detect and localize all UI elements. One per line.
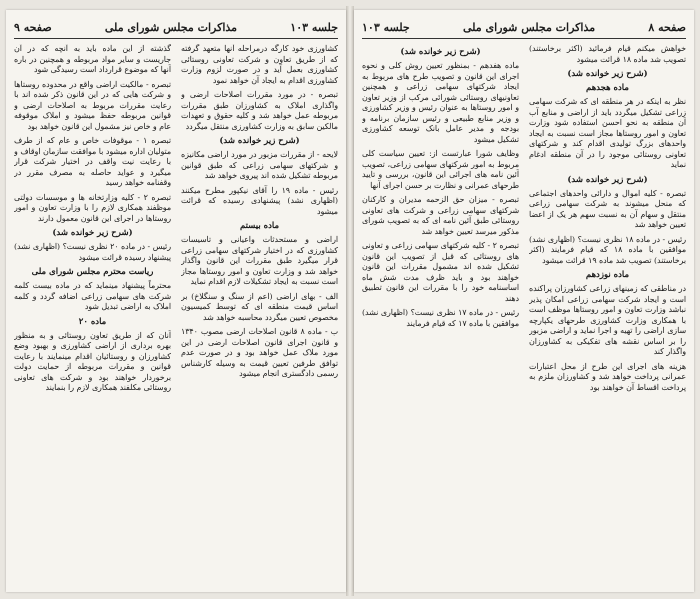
paragraph: خواهش میکنم قیام فرمائید (اکثر برخاستند) تصویب شد ماده ۱۸ قرائت میشود [529,44,686,64]
paragraph: تبصره ۱ - موقوفات خاص و عام که از طرف متولیان اداره میشود با موافقت سازمان اوقاف و با رعایت نیت واقف در اختیار شرکت قرار میگیرد و عواید حاصله به مصرف مقرر در وقفنامه خواهد رسید [14,136,171,187]
paragraph: تبصره - در مورد مقررات اصلاحات ارضی و واگذاری املاک به کشاورزان طبق مقررات مربوطه عمل خواهد شد و کلیه حقوق و تعهدات مالکین سابق به وزارت کشاورزی منتقل میگردد [181,90,338,131]
paragraph: گذشته از این ماده باید به آنچه که در آن جاریست و سایر مواد مربوطه و همچنین در باره آنها که موضوع قرارداد است رسیدگی شود [14,44,171,74]
section-heading: (شرح زیر خوانده شد) [219,136,300,146]
right-page-column-2 [362,44,519,584]
left-page-column-2 [14,44,171,584]
right-page-number: صفحه ۸ [648,20,686,34]
paragraph: رئیس - در ماده ۱۸ نظری نیست؟ (اظهاری نشد) موافقین با ماده ۱۸ که قیام فرمایند (اکثر برخاستند) تصویب شد ماده ۱۹ قرائت میشود [529,234,686,265]
left-page-number: صفحه ۹ [14,20,52,34]
left-page-session: جلسه ۱۰۳ [290,20,338,34]
paragraph: وظایف شورا عبارتست از: تعیین سیاست کلی مربوط به امور شرکتهای سهامی زراعی، تصویب آئین نامه های اجرائی این قانون، بررسی و تایید طرحهای عمرانی و نظارت بر حسن اجرای آنها [362,149,519,190]
section-heading: ماده هجدهم [586,83,629,93]
right-page [354,10,694,592]
paragraph: ماده هفدهم - بمنظور تعیین روش کلی و نحوه اجرای این قانون و تصویب طرح های مربوط به ایجاد شرکتهای سهامی زراعی و همچنین تعاونیهای روستائی شورائی مرکب از وزیر تعاون و امور روستاها به عنوان رئیس و وزیر کشاورزی و وزیر منابع طبیعی و رئیس سازمان برنامه و بودجه و مدیر عامل بانک توسعه کشاورزی تشکیل میشود [362,61,519,144]
section-heading: ماده نوزدهم [585,270,630,280]
right-page-column-1 [529,44,686,584]
paragraph: تبصره - میزان حق الزحمه مدیران و کارکنان شرکتهای سهامی زراعی و شرکت های تعاونی روستائی طبق آئین نامه ای که به تصویب شورای مذکور میرسد تعیین خواهد شد [362,195,519,236]
section-heading: (شرح زیر خوانده شد) [52,228,133,238]
section-heading: ریاست محترم مجلس شورای ملی [31,267,154,277]
paragraph: تبصره - کلیه اموال و دارائی واحدهای اجتماعی که منحل میشوند به شرکت سهامی زراعی منتقل و سهام آن به نسبت سهم هر یک از اعضا تعیین خواهد شد [529,188,686,229]
right-page-columns [362,44,686,584]
paragraph: رئیس - در ماده ۲۰ نظری نیست؟ (اظهاری نشد) پیشنهاد رسیده قرائت میشود [14,242,171,262]
paragraph: هزینه های اجرای این طرح از محل اعتبارات عمرانی پرداخت خواهد شد و کشاورزان ملزم به پرداخت اقساط آن خواهند بود [529,361,686,392]
section-heading: ماده بیستم [239,221,280,231]
right-page-header [362,16,686,39]
paragraph: کشاورزی خود کارگه درمراحله آنها متعهد گرفته که از طریق تعاون و شرکت تعاونی روستائی کشاورزی بعمل آید و در صورت لزوم وزارت کشاورزی اقدام به ایجاد آن خواهد نمود [181,44,338,85]
left-page-columns [14,44,338,584]
right-page-title: مذاکرات مجلس شورای ملی [462,20,596,34]
right-page-session: جلسه ۱۰۳ [362,20,410,34]
section-heading: (شرح زیر خوانده شد) [567,69,648,79]
left-page-column-1 [181,44,338,584]
paragraph: آنان که از طریق تعاون روستائی و به منظور بهره برداری از اراضی کشاورزی و بهبود وضع کشاورزان و روستائیان اقدام مینمایند با رعایت قوانین و مقررات مربوطه از حمایت دولت برخوردار خواهند بود و شرکت های تعاونی روستائی مکلفند همکاری لازم را بنمایند [14,330,171,392]
book-gutter [346,6,354,596]
paragraph: رئیس - در ماده ۱۷ نظری نیست؟ (اظهاری نشد) موافقین با ماده ۱۷ که قیام فرمایند [362,308,519,328]
paragraph: رئیس - ماده ۱۹ را آقای نیکپور مطرح میکنند (اظهاری نشد) پیشنهادی رسیده که قرائت میشود [181,185,338,216]
section-heading: (شرح زیر خوانده شد) [567,174,648,185]
left-page-title: مذاکرات مجلس شورای ملی [104,20,238,34]
paragraph: ب - ماده ۸ قانون اصلاحات ارضی مصوب ۱۳۴۰ و قانون اجرای قانون اصلاحات ارضی در این مورد ملاک عمل خواهد بود و در صورت عدم توافق طرفین تعیین قیمت به وسیله کارشناس رسمی دادگستری انجام میشود [181,327,338,378]
section-heading: ماده ۲۰ [78,316,107,327]
paragraph: الف - بهای اراضی (اعم از سنگ و سنگلاخ) بر اساس قیمت منطقه ای که توسط کمیسیون مخصوص تعیین میگردد محاسبه خواهد شد [181,291,338,322]
section-heading: (شرح زیر خوانده شد) [400,47,481,57]
paragraph: در مناطقی که زمینهای زراعی کشاورزان پراکنده است و ایجاد شرکت سهامی زراعی امکان پذیر نباشد وزارت تعاون و امور روستاها موظف است با همکاری وزارت کشاورزی طرحهای یکپارچه سازی اراضی را تهیه و اجرا نماید و اراضی مزبور را بر اساس نقشه های تفکیکی به کشاورزان واگذار کند [529,284,686,356]
paragraph: اراضی و مستحدثات واعیانی و تاسیسات کشاورزی که در اختیار شرکتهای سهامی زراعی قرار میگیرد طبق مقررات این قانون واگذار خواهد شد و وزارت تعاون و امور روستاها مجاز است نسبت به ایجاد تشکیلات لازم اقدام نماید [181,235,338,286]
paragraph: لایحه - از مقررات مزبور در مورد اراضی مکانیزه و شرکتهای سهامی زراعی که طبق قوانین مربوطه تشکیل شده اند پیروی خواهد شد [181,150,338,180]
paragraph: نظر به اینکه در هر منطقه ای که شرکت سهامی زراعی تشکیل میگردد باید از اراضی و منابع آب آن منطقه به نحو احسن استفاده شود وزارت تعاون و امور روستاها مجاز است نسبت به ایجاد واحدهای بزرگ تولیدی اقدام کند و شرکتهای تعاونی روستائی موجود را در آن منطقه ادغام نماید [529,97,686,169]
paragraph: تبصره ۲ - کلیه شرکتهای سهامی زراعی و تعاونی های روستائی که قبل از تصویب این قانون تشکیل شده اند مشمول مقررات این قانون خواهند بود و باید ظرف مدت شش ماه اساسنامه خود را با مقررات این قانون تطبیق دهند [362,241,519,303]
paragraph: تبصره ۲ - کلیه وزارتخانه ها و موسسات دولتی موظفند همکاری لازم را با وزارت تعاون و امور روستاها در اجرای این قانون معمول دارند [14,192,171,223]
left-page [6,10,346,592]
paragraph: محترماً پیشنهاد مینماید که در ماده بیست کلمه شرکت های سهامی زراعی اضافه گردد و کلمه املاک به اراضی تبدیل شود [14,281,171,311]
left-page-header [14,16,338,39]
paragraph: تبصره - مالکیت اراضی واقع در محدوده روستاها و شرکت هایی که در این قانون ذکر شده اند با رعایت مقررات مربوط به اصلاحات ارضی و قوانین مربوطه حفظ میشود و املاک موقوفه عام و خاص نیز مشمول این قانون خواهد بود [14,79,171,131]
